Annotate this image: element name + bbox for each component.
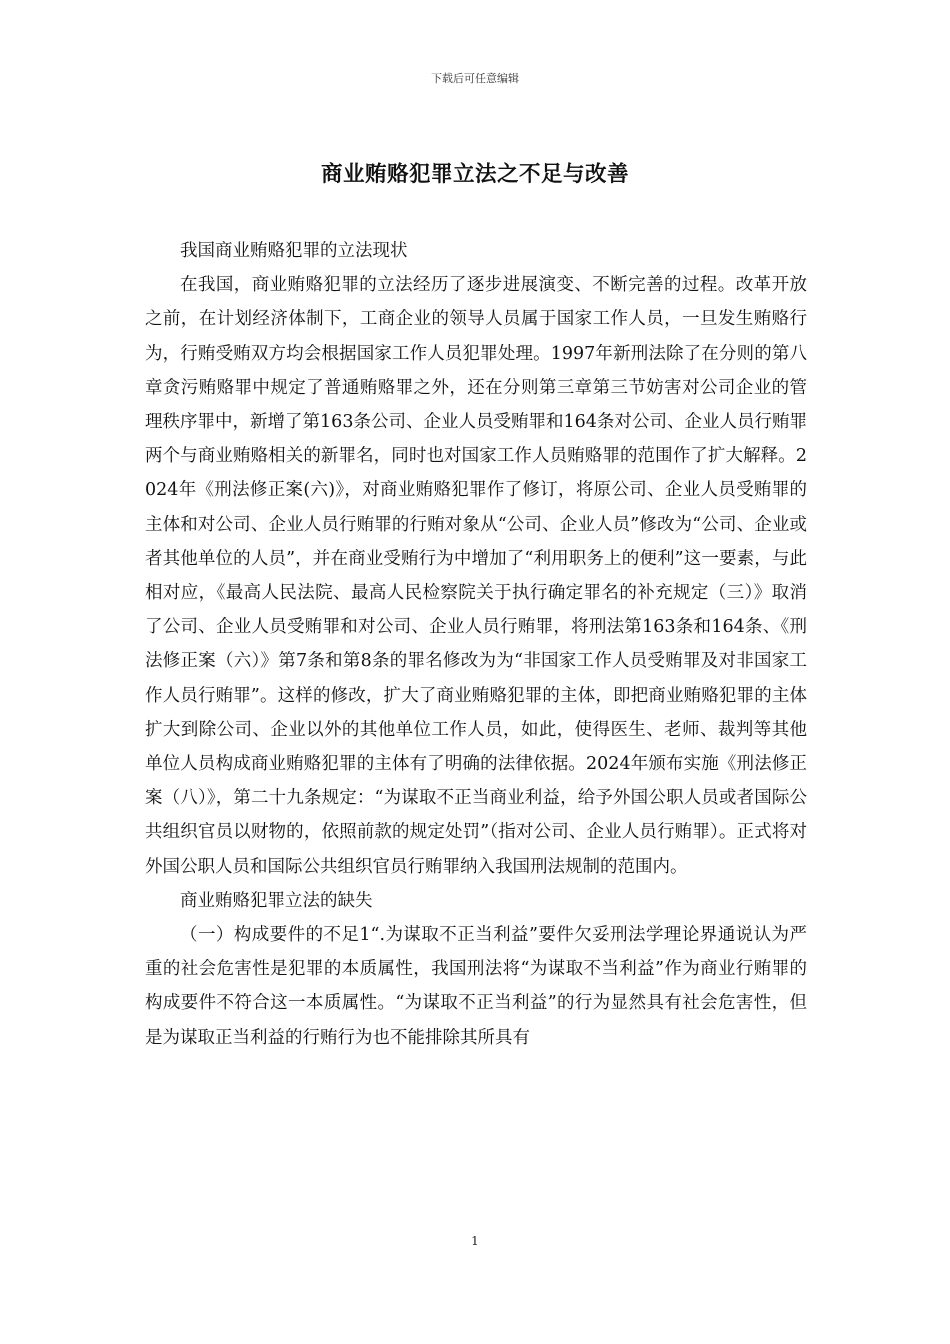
document-title: 商业贿赂犯罪立法之不足与改善 — [320, 162, 629, 187]
page-number: 1 — [471, 1234, 479, 1248]
header-note: 下载后可任意编辑 — [431, 72, 519, 85]
body-paragraph: 在我国，商业贿赂犯罪的立法经历了逐步进展演变、不断完善的过程。改革开放之前，在计划经济体制下，工商企业的领导人员属于国家工作人员，一旦发生贿赂行为，行贿受贿双方均会根据国家工作人员犯罪处理。1997年新刑法除了在分则的第八章贪污贿赂罪中规定了普通贿赂罪之外，还在分则第三章第三节妨害对公司企业的管理秩序罪中，新增了第163条公司、企业人员受贿罪和164条对公司、企业人员行贿罪两个与商业贿赂相关的新罪名，同时也对国家工作人员贿赂罪的范围作了扩大解释。2024年《刑法修正案(六)》，对商业贿赂犯罪作了修订，将原公司、企业人员受贿罪的主体和对公司、企业人员行贿罪的行贿对象从“公司、企业人员”修改为“公司、企业或者其他单位的人员”，并在商业受贿行为中增加了“利用职务上的便利”这一要素，与此相对应，《最高人民法院、最高人民检察院关于执行确定罪名的补充规定（三）》取消了公司、企业人员受贿罪和对公司、企业人员行贿罪，将刑法第163条和164条、《刑法修正案（六）》第7条和第8条的罪名修改为为“非国家工作人员受贿罪及对非国家工作人员行贿罪”。这样的修改，扩大了商业贿赂犯罪的主体，即把商业贿赂犯罪的主体扩大到除公司、企业以外的其他单位工作人员，如此，使得医生、老师、裁判等其他单位人员构成商业贿赂犯罪的主体有了明确的法律依据。2024年颁布实施《刑法修正案（八）》，第二十九条规定：“为谋取不正当商业利益，给予外国公职人员或者国际公共组织官员以财物的，依照前款的规定处罚”（指对公司、企业人员行贿罪）。正式将对外国公职人员和国际公共组织官员行贿罪纳入我国刑法规制的范围内。 — [145, 275, 807, 877]
body-paragraph: （一）构成要件的不足1“.为谋取不正当利益”要件欠妥刑法学理论界通说认为严重的社会危害性是犯罪的本质属性，我国刑法将“为谋取不当利益”作为商业行贿罪的构成要件不符合这一本质属性。“为谋取不正当利益”的行为显然具有社会危害性，但是为谋取正当利益的行贿行为也不能排除其所具有 — [145, 925, 807, 1048]
section-heading-status: 我国商业贿赂犯罪的立法现状 — [180, 241, 408, 261]
document-body — [145, 234, 807, 1055]
section-heading-deficiency: 商业贿赂犯罪立法的缺失 — [180, 890, 373, 911]
